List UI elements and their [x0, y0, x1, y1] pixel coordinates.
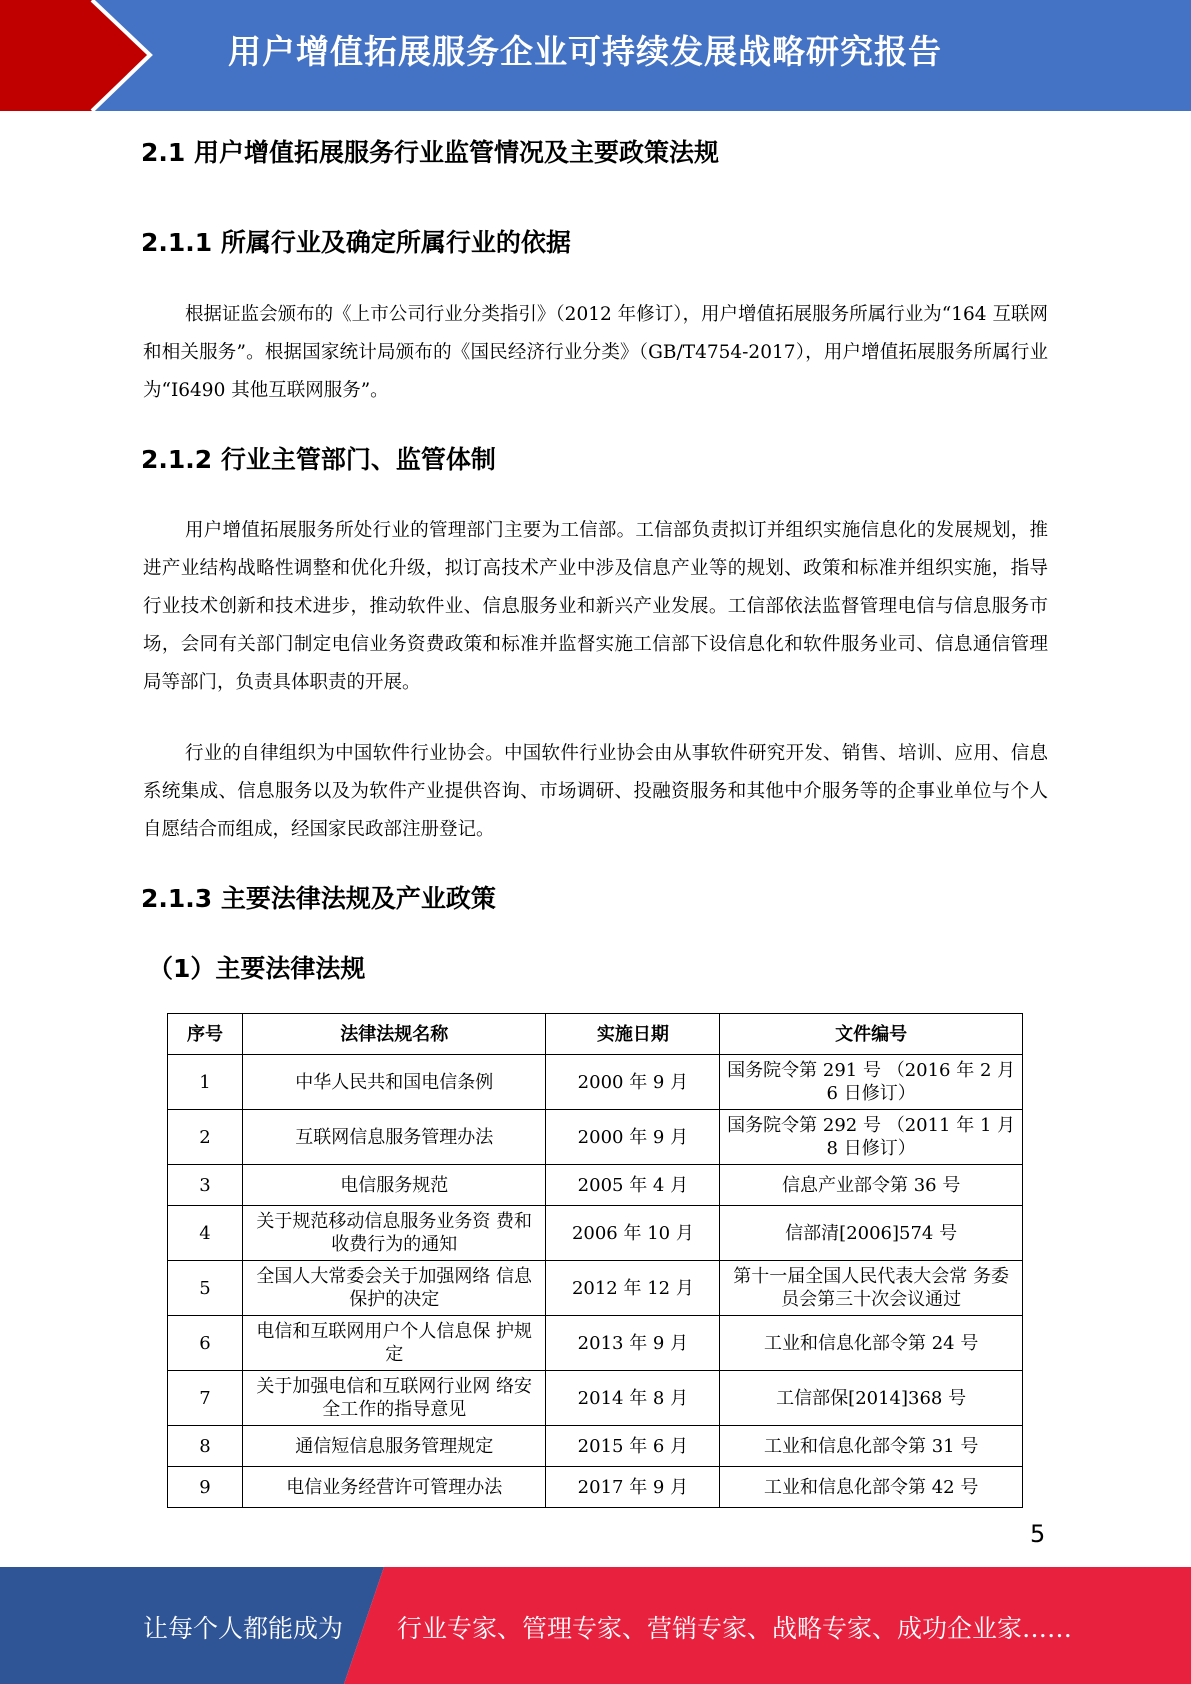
page-header	[0, 0, 1191, 111]
page-number: 5	[1030, 1520, 1046, 1548]
header-document-number: 文件编号	[720, 1014, 1023, 1055]
table-row	[168, 1316, 1023, 1371]
table-row	[168, 1261, 1023, 1316]
section-heading-2-1-1: 2.1.1 所属行业及确定所属行业的依据	[141, 228, 571, 257]
cell-date: 2014 年 8 月	[546, 1371, 720, 1426]
cell-doc-number: 信部清[2006]574 号	[720, 1206, 1023, 1261]
table-header-row	[168, 1014, 1023, 1055]
cell-law-name: 电信和互联网用户个人信息保 护规定	[242, 1316, 546, 1371]
cell-index: 7	[168, 1371, 243, 1426]
cell-doc-number: 工业和信息化部令第 42 号	[720, 1467, 1023, 1508]
cell-index: 5	[168, 1261, 243, 1316]
laws-table	[167, 1013, 1023, 1508]
cell-law-name: 全国人大常委会关于加强网络 信息保护的决定	[242, 1261, 546, 1316]
cell-law-name: 电信业务经营许可管理办法	[242, 1467, 546, 1508]
cell-doc-number: 工业和信息化部令第 31 号	[720, 1426, 1023, 1467]
paragraph-regulator: 用户增值拓展服务所处行业的管理部门主要为工信部。工信部负责拟订并组织实施信息化的发展规划，推进产业结构战略性调整和优化升级，拟订高技术产业中涉及信息产业等的规划、政策和标准并组织实施，指导行业技术创新和技术进步，推动软件业、信息服务业和新兴产业发展。工信部依法监督管理电信与信息服务市场，会同有关部门制定电信业务资费政策和标准并监督实施工信部下设信息化和软件服务业司、信息通信管理局等部门，负责具体职责的开展。	[143, 520, 1048, 693]
table-row	[168, 1055, 1023, 1110]
cell-law-name: 互联网信息服务管理办法	[242, 1110, 546, 1165]
footer-slogan-left: 让每个人都能成为	[143, 1614, 344, 1643]
table-row	[168, 1110, 1023, 1165]
cell-doc-number: 工业和信息化部令第 24 号	[720, 1316, 1023, 1371]
cell-date: 2005 年 4 月	[546, 1165, 720, 1206]
cell-doc-number: 第十一届全国人民代表大会常 务委员会第三十次会议通过	[720, 1261, 1023, 1316]
cell-date: 2015 年 6 月	[546, 1426, 720, 1467]
subheading-main-laws: （1）主要法律法规	[148, 954, 366, 983]
table-row	[168, 1165, 1023, 1206]
footer-slogan-right: 行业专家、管理专家、营销专家、战略专家、成功企业家……	[397, 1614, 1073, 1643]
cell-law-name: 中华人民共和国电信条例	[242, 1055, 546, 1110]
table-row	[168, 1426, 1023, 1467]
cell-date: 2012 年 12 月	[546, 1261, 720, 1316]
cell-index: 8	[168, 1426, 243, 1467]
cell-date: 2000 年 9 月	[546, 1055, 720, 1110]
cell-law-name: 电信服务规范	[242, 1165, 546, 1206]
cell-index: 1	[168, 1055, 243, 1110]
section-heading-2-1: 2.1 用户增值拓展服务行业监管情况及主要政策法规	[141, 138, 719, 167]
cell-index: 4	[168, 1206, 243, 1261]
cell-law-name: 关于加强电信和互联网行业网 络安全工作的指导意见	[242, 1371, 546, 1426]
cell-index: 2	[168, 1110, 243, 1165]
cell-date: 2000 年 9 月	[546, 1110, 720, 1165]
cell-doc-number: 国务院令第 292 号 （2011 年 1 月 8 日修订）	[720, 1110, 1023, 1165]
cell-index: 3	[168, 1165, 243, 1206]
table-row	[168, 1371, 1023, 1426]
cell-date: 2013 年 9 月	[546, 1316, 720, 1371]
page-footer	[0, 1567, 1191, 1684]
header-index: 序号	[168, 1014, 243, 1055]
cell-law-name: 关于规范移动信息服务业务资 费和收费行为的通知	[242, 1206, 546, 1261]
paragraph-self-regulation: 行业的自律组织为中国软件行业协会。中国软件行业协会由从事软件研究开发、销售、培训、应用、信息系统集成、信息服务以及为软件产业提供咨询、市场调研、投融资服务和其他中介服务等的企事业单位与个人自愿结合而组成，经国家民政部注册登记。	[143, 743, 1048, 840]
section-heading-2-1-3: 2.1.3 主要法律法规及产业政策	[141, 884, 496, 913]
cell-date: 2017 年 9 月	[546, 1467, 720, 1508]
paragraph-industry-basis: 根据证监会颁布的《上市公司行业分类指引》（2012 年修订），用户增值拓展服务所属行业为“164 互联网和相关服务”。根据国家统计局颁布的《国民经济行业分类》（GB/T4754-2017），用户增值拓展服务所属行业为“I6490 其他互联网服务”。	[143, 304, 1048, 401]
cell-doc-number: 信息产业部令第 36 号	[720, 1165, 1023, 1206]
table-row	[168, 1467, 1023, 1508]
header-effective-date: 实施日期	[546, 1014, 720, 1055]
section-heading-2-1-2: 2.1.2 行业主管部门、监管体制	[141, 445, 496, 474]
table-row	[168, 1206, 1023, 1261]
cell-doc-number: 国务院令第 291 号 （2016 年 2 月 6 日修订）	[720, 1055, 1023, 1110]
header-law-name: 法律法规名称	[242, 1014, 546, 1055]
cell-date: 2006 年 10 月	[546, 1206, 720, 1261]
cell-doc-number: 工信部保[2014]368 号	[720, 1371, 1023, 1426]
cell-law-name: 通信短信息服务管理规定	[242, 1426, 546, 1467]
cell-index: 6	[168, 1316, 243, 1371]
report-title: 用户增值拓展服务企业可持续发展战略研究报告	[228, 32, 942, 71]
cell-index: 9	[168, 1467, 243, 1508]
